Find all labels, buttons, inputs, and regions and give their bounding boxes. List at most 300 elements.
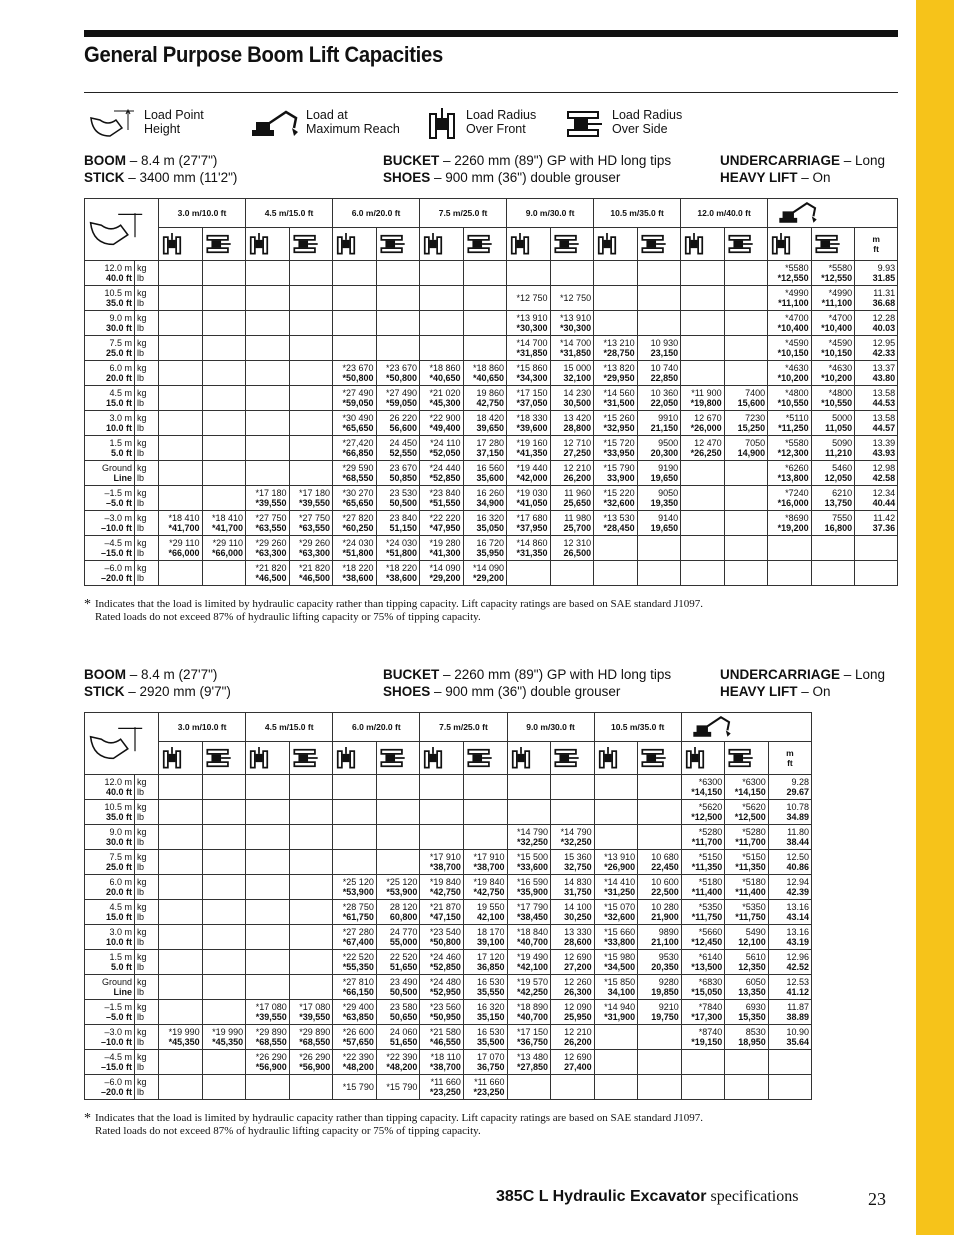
over-front-icon [422, 233, 444, 255]
value-cell [420, 261, 464, 286]
value-kg: *15 500 [517, 852, 549, 862]
load-radius-over-front-icon [428, 108, 460, 140]
value-kg: 13.58 [872, 388, 896, 398]
value-kg: *5580 [785, 263, 809, 273]
height-cell [85, 875, 135, 900]
value-lb: *41,700 [211, 523, 244, 533]
value-cell [725, 775, 769, 800]
height-ft: 15.0 ft [105, 398, 132, 408]
value-cell [768, 461, 812, 486]
value-lb: 11,050 [825, 423, 853, 433]
value-cell [159, 900, 203, 925]
value-cell [246, 1000, 290, 1025]
value-kg: 7550 [832, 513, 853, 523]
lb-unit: lb [137, 962, 145, 972]
value-cell [594, 336, 638, 361]
value-cell [768, 261, 812, 286]
value-lb: 39,650 [476, 423, 505, 433]
value-cell [681, 1000, 725, 1025]
value-lb: 25,950 [564, 1012, 592, 1022]
value-cell [333, 925, 377, 950]
unit-cell [135, 436, 159, 461]
height-m: 3.0 m [109, 927, 133, 937]
value-kg: *18 410 [168, 513, 200, 523]
height-m: 9.0 m [109, 827, 133, 837]
value-lb: *11,350 [735, 862, 766, 872]
value-kg: 14 830 [564, 877, 592, 887]
legend-over-side [566, 108, 682, 140]
heavy-lift-value: – On [797, 684, 831, 699]
value-cell [768, 1000, 811, 1025]
value-kg: *13 210 [603, 338, 635, 348]
value-cell [159, 875, 203, 900]
value-lb: *29,200 [473, 573, 505, 583]
over-side-icon [727, 747, 755, 769]
value-cell [681, 486, 725, 511]
value-cell [551, 850, 595, 875]
value-cell [550, 536, 594, 561]
value-cell [855, 536, 898, 561]
header-row-icons [85, 742, 812, 775]
over-front-cell [333, 742, 377, 775]
lb-unit: lb [137, 498, 145, 508]
value-kg: 18 170 [476, 927, 505, 937]
value-kg: 12.94 [786, 877, 809, 887]
value-cell [724, 511, 768, 536]
value-cell [463, 561, 507, 586]
value-lb: *10,200 [821, 373, 853, 383]
value-cell [681, 536, 725, 561]
value-lb: *40,700 [517, 1012, 549, 1022]
value-kg: *5620 [742, 802, 766, 812]
value-kg: *14 090 [473, 563, 505, 573]
kg-unit: kg [137, 338, 147, 348]
value-lb: 19,750 [651, 1012, 679, 1022]
value-cell [638, 1025, 682, 1050]
radius-header: 6.0 m/20.0 ft [333, 199, 420, 228]
value-cell [420, 561, 464, 586]
value-cell [202, 561, 246, 586]
value-kg: *18 890 [517, 1002, 549, 1012]
value-kg: *14 700 [560, 338, 592, 348]
over-side-cell [463, 742, 507, 775]
value-cell [376, 1050, 420, 1075]
height-ft: –15.0 ft [100, 548, 132, 558]
value-kg: *11 660 [430, 1077, 461, 1087]
value-cell [463, 436, 507, 461]
value-cell [551, 1075, 595, 1100]
value-lb: 36.68 [872, 298, 896, 308]
value-lb: *12,450 [691, 937, 723, 947]
unit-cell [135, 850, 159, 875]
value-lb: 50,500 [389, 498, 418, 508]
radius-header: 10.5 m/35.0 ft [594, 199, 681, 228]
height-m: 9.0 m [109, 313, 132, 323]
undercarriage-value: – Long [840, 667, 886, 682]
value-lb: *19,200 [777, 523, 809, 533]
value-lb: *32,950 [603, 423, 635, 433]
top-rule [84, 30, 898, 37]
over-front-cell [768, 228, 812, 261]
lb-unit: lb [137, 348, 145, 358]
value-kg: *19 280 [429, 538, 461, 548]
over-side-icon [292, 233, 320, 255]
value-cell [159, 411, 203, 436]
value-cell [333, 850, 377, 875]
height-ft: 40.0 ft [106, 787, 133, 797]
value-lb: 25,700 [563, 523, 592, 533]
value-kg: *22 520 [342, 952, 374, 962]
value-kg: 7050 [745, 438, 766, 448]
table-row [85, 486, 898, 511]
value-lb: *13,800 [777, 473, 809, 483]
value-cell [420, 975, 464, 1000]
config-2-bucket-shoes [383, 666, 671, 700]
height-m: –1.5 m [104, 1002, 133, 1012]
table-row [85, 925, 812, 950]
value-cell [246, 925, 290, 950]
value-cell [376, 361, 420, 386]
value-cell [420, 850, 464, 875]
kg-unit: kg [137, 1002, 147, 1012]
value-kg: *23 560 [429, 1002, 461, 1012]
over-side-cell [725, 742, 769, 775]
value-cell [246, 336, 290, 361]
value-cell [768, 825, 811, 850]
over-side-cell [637, 228, 681, 261]
value-kg: 24 770 [389, 927, 418, 937]
value-cell [507, 950, 551, 975]
value-cell [420, 336, 464, 361]
height-m: 6.0 m [109, 877, 133, 887]
value-kg: *15 220 [603, 488, 635, 498]
value-lb: 41.12 [786, 987, 809, 997]
value-kg: 16 530 [476, 977, 505, 987]
value-lb: 42,100 [476, 912, 505, 922]
header-row-radius [85, 199, 898, 228]
value-lb: *12,550 [777, 273, 809, 283]
value-kg: *24 030 [386, 538, 418, 548]
value-lb: *56,900 [255, 1062, 287, 1072]
height-cell [85, 900, 135, 925]
value-lb: *45,350 [212, 1037, 244, 1047]
config-1-bucket-shoes [383, 152, 671, 186]
value-kg: *5580 [785, 438, 809, 448]
value-kg: 12 470 [694, 438, 722, 448]
value-lb: 42.58 [872, 473, 896, 483]
value-kg: *27 280 [342, 927, 374, 937]
value-cell [202, 486, 246, 511]
value-kg: *23 540 [429, 927, 461, 937]
value-cell [289, 1000, 333, 1025]
height-ft: –20.0 ft [100, 573, 132, 583]
height-m: 6.0 m [109, 363, 132, 373]
value-cell [594, 511, 638, 536]
footer-suffix: specifications [706, 1188, 799, 1205]
value-kg: *4990 [785, 288, 809, 298]
value-cell [289, 875, 333, 900]
value-cell [420, 486, 464, 511]
value-lb: *35,900 [517, 887, 549, 897]
value-lb: 18,950 [738, 1037, 766, 1047]
value-kg: *24 460 [429, 952, 461, 962]
value-lb: 40.44 [872, 498, 896, 508]
value-cell [376, 925, 420, 950]
kg-unit: kg [137, 1052, 147, 1062]
value-cell [333, 825, 377, 850]
value-kg: *14 790 [517, 827, 549, 837]
value-cell [638, 950, 682, 975]
value-cell [811, 286, 855, 311]
stick-value: – 3400 mm (11'2") [124, 170, 238, 185]
value-kg: 12.28 [872, 313, 896, 323]
page-number: 23 [868, 1189, 886, 1209]
value-cell [420, 536, 464, 561]
table-row [85, 561, 898, 586]
value-cell [246, 1075, 290, 1100]
value-cell [159, 1000, 203, 1025]
value-cell [637, 536, 681, 561]
value-lb: 30,250 [564, 912, 592, 922]
height-m: –6.0 m [104, 563, 132, 573]
over-front-cell [420, 228, 464, 261]
value-cell [681, 975, 725, 1000]
value-cell [768, 361, 812, 386]
value-kg: 9530 [658, 952, 679, 962]
value-kg: 11 960 [564, 488, 592, 498]
value-cell [289, 411, 333, 436]
value-kg: 9210 [658, 1002, 679, 1012]
value-lb: *49,400 [429, 423, 461, 433]
value-cell [768, 850, 811, 875]
config-1-undercarriage [720, 152, 885, 186]
lb-unit: lb [137, 398, 145, 408]
unit-cell [135, 561, 159, 586]
value-lb: 27,400 [564, 1062, 592, 1072]
value-kg: *15 860 [516, 363, 548, 373]
value-lb: *63,300 [299, 548, 331, 558]
unit-cell [135, 1075, 159, 1100]
value-cell [420, 461, 464, 486]
value-kg: *21 580 [429, 1027, 461, 1037]
value-lb: 35,600 [476, 473, 505, 483]
value-lb: *56,900 [299, 1062, 331, 1072]
value-lb: *60,250 [342, 523, 374, 533]
value-cell [159, 536, 203, 561]
value-kg: *27 750 [299, 513, 331, 523]
value-lb: *68,550 [255, 1037, 287, 1047]
value-kg: *7240 [785, 488, 809, 498]
value-kg: *18 410 [211, 513, 244, 523]
value-cell [463, 261, 507, 286]
value-kg: 6210 [832, 488, 853, 498]
value-cell [463, 850, 507, 875]
legend-line1: Load Radius [612, 108, 683, 122]
unit-cell [135, 461, 159, 486]
value-lb: *11,700 [735, 837, 766, 847]
value-cell [507, 1050, 551, 1075]
value-cell [594, 386, 638, 411]
value-lb: 52,550 [389, 448, 418, 458]
value-cell [811, 311, 855, 336]
value-cell [202, 361, 246, 386]
value-cell [811, 436, 855, 461]
height-m: 10.5 m [104, 802, 133, 812]
value-cell [246, 1025, 290, 1050]
value-kg: 8530 [745, 1027, 766, 1037]
value-kg: *5150 [742, 852, 766, 862]
value-kg: *8690 [785, 513, 809, 523]
value-kg: 12.34 [872, 488, 896, 498]
value-cell [333, 511, 377, 536]
value-cell [159, 336, 203, 361]
over-side-icon [553, 233, 581, 255]
height-ft: 20.0 ft [106, 887, 133, 897]
value-cell [289, 536, 333, 561]
kg-unit: kg [137, 1077, 147, 1087]
height-m: –4.5 m [104, 538, 132, 548]
value-lb: *39,550 [255, 1012, 287, 1022]
value-kg: *22 390 [342, 1052, 374, 1062]
value-cell [202, 800, 246, 825]
value-cell [637, 336, 681, 361]
value-cell [463, 461, 507, 486]
value-cell [246, 411, 290, 436]
value-cell [594, 1000, 638, 1025]
value-kg: *22 900 [429, 413, 461, 423]
value-kg: *15 790 [603, 463, 635, 473]
unit-cell [135, 486, 159, 511]
value-kg: *17 180 [255, 488, 287, 498]
value-cell [289, 336, 333, 361]
value-cell [550, 336, 594, 361]
over-front-icon [248, 233, 270, 255]
value-cell [333, 1025, 377, 1050]
value-cell [725, 1050, 769, 1075]
max-reach-header [768, 199, 898, 228]
value-lb: 25,650 [563, 498, 592, 508]
value-kg: *24 030 [342, 538, 374, 548]
value-kg: 17 070 [476, 1052, 505, 1062]
value-lb: *68,550 [299, 1037, 331, 1047]
value-cell [159, 925, 203, 950]
load-at-max-reach-icon [684, 714, 740, 740]
value-cell [376, 975, 420, 1000]
value-lb: *10,150 [777, 348, 809, 358]
value-kg: 23 840 [389, 513, 418, 523]
value-kg: 13.39 [872, 438, 896, 448]
value-lb: 34,100 [607, 987, 636, 997]
footnote-line2: Rated loads do not exceed 87% of hydraulic lifting capacity or 75% of tipping capacity. [95, 611, 481, 623]
unit-cell [135, 336, 159, 361]
value-lb: 37,150 [476, 448, 505, 458]
value-cell [855, 386, 898, 411]
value-kg: 11.87 [787, 1002, 809, 1012]
table-row [85, 825, 812, 850]
over-side-cell [638, 742, 682, 775]
value-kg: *4990 [828, 288, 853, 298]
value-kg: 7400 [745, 388, 766, 398]
over-front-cell [420, 742, 464, 775]
value-cell [507, 925, 551, 950]
value-lb: *30,300 [516, 323, 548, 333]
value-lb: *41,050 [516, 498, 548, 508]
value-kg: *14 560 [603, 388, 635, 398]
value-cell [638, 875, 682, 900]
value-lb: 16,800 [824, 523, 853, 533]
value-cell [463, 511, 507, 536]
value-lb: *46,550 [429, 1037, 461, 1047]
value-lb: *59,050 [386, 398, 418, 408]
value-lb: *31,850 [560, 348, 592, 358]
radius-header: 10.5 m/35.0 ft [594, 713, 681, 742]
value-lb: 19,350 [650, 498, 679, 508]
undercarriage-value: – Long [840, 153, 886, 168]
value-cell [333, 486, 377, 511]
value-kg: 9.93 [877, 263, 896, 273]
height-cell [85, 386, 135, 411]
value-lb: 35.64 [786, 1037, 809, 1047]
value-kg: 10 360 [650, 388, 679, 398]
value-cell [376, 411, 420, 436]
value-cell [507, 311, 551, 336]
value-lb: *37,950 [516, 523, 548, 533]
value-cell [333, 386, 377, 411]
value-kg: *7840 [698, 1002, 723, 1012]
value-kg: *4590 [828, 338, 853, 348]
value-kg: 5610 [745, 952, 766, 962]
footer-model: 385C L Hydraulic Excavator [496, 1188, 707, 1205]
value-lb: *40,650 [473, 373, 505, 383]
over-front-cell [159, 228, 203, 261]
value-cell [376, 486, 420, 511]
table-row [85, 1050, 812, 1075]
value-cell [725, 1000, 769, 1025]
value-kg: *17 150 [516, 388, 548, 398]
value-cell [420, 875, 464, 900]
value-lb: *38,700 [429, 862, 461, 872]
footer-title [496, 1188, 798, 1206]
value-cell [681, 411, 725, 436]
value-lb: 22,850 [650, 373, 679, 383]
value-kg: 13.16 [786, 927, 809, 937]
value-kg: 12.96 [786, 952, 809, 962]
value-kg: *4800 [785, 388, 809, 398]
value-lb: 21,150 [650, 423, 679, 433]
value-cell [855, 286, 898, 311]
table-row [85, 286, 898, 311]
over-front-cell [681, 228, 725, 261]
value-kg: *5350 [698, 902, 723, 912]
radius-header: 3.0 m/10.0 ft [159, 713, 246, 742]
value-kg: 23 580 [389, 1002, 418, 1012]
value-lb: *66,150 [342, 987, 374, 997]
value-cell [551, 975, 595, 1000]
height-m: –4.5 m [104, 1052, 133, 1062]
value-cell [463, 386, 507, 411]
value-cell [855, 411, 898, 436]
value-lb: *40,650 [429, 373, 461, 383]
value-lb: *10,200 [777, 373, 809, 383]
kg-unit: kg [137, 263, 147, 273]
value-cell [507, 336, 551, 361]
load-point-height-icon [87, 724, 147, 764]
value-cell [594, 775, 638, 800]
value-cell [594, 286, 638, 311]
value-kg: 12 310 [563, 538, 592, 548]
value-lb: *31,900 [604, 1012, 636, 1022]
value-kg: *17 080 [255, 1002, 287, 1012]
